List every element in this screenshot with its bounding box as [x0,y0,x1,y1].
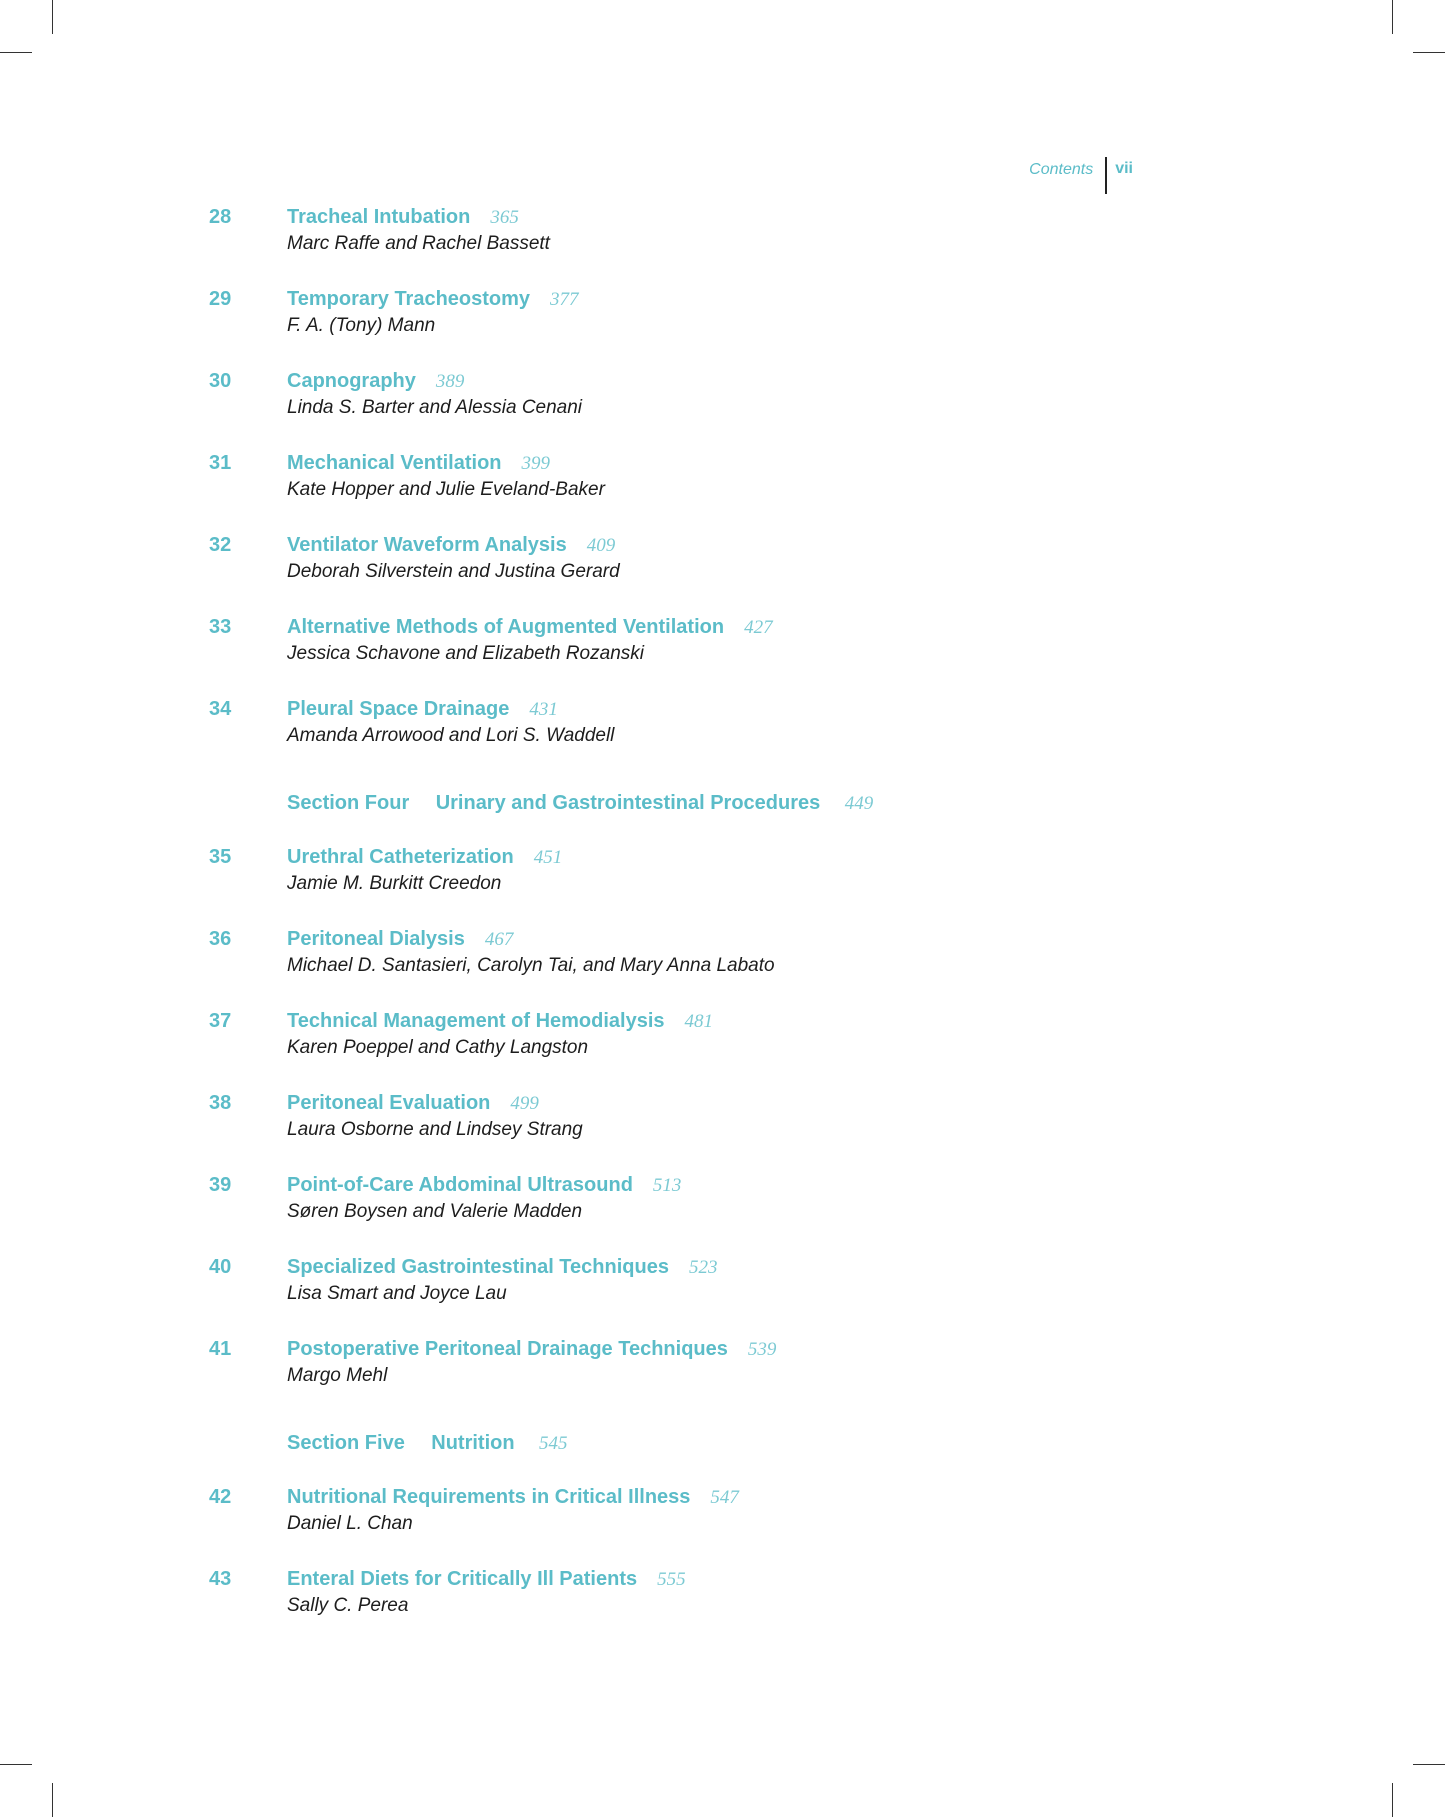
chapter-page: 427 [744,617,773,638]
page-number: vii [1115,160,1133,177]
toc-entry[interactable] [209,1092,1209,1174]
toc-entry[interactable] [209,1568,1209,1650]
chapter-authors: Amanda Arrowood and Lori S. Waddell [287,725,615,746]
toc-entry[interactable] [209,1174,1209,1256]
crop-mark [1392,0,1393,34]
toc-entry[interactable] [209,928,1209,1010]
chapter-page: 377 [550,289,579,310]
section-label: Section Four [287,792,410,814]
chapter-page: 467 [484,929,514,950]
chapter-page: 409 [586,535,616,556]
chapter-number: 30 [209,370,232,392]
chapter-page: 481 [684,1011,714,1032]
section-label: Section Five [287,1432,405,1454]
chapter-number: 36 [209,928,232,950]
crop-mark [52,0,53,34]
crop-mark [0,52,32,53]
crop-mark [1392,1783,1393,1817]
chapter-number: 33 [209,616,232,638]
chapter-page: 365 [490,207,519,228]
section-title: Nutrition [431,1432,515,1454]
crop-mark [52,1783,53,1817]
chapter-authors: F. A. (Tony) Mann [287,315,436,336]
chapter-authors: Jamie M. Burkitt Creedon [287,873,502,894]
chapter-title[interactable]: Technical Management of Hemodialysis [287,1010,665,1032]
toc-entry[interactable] [209,698,1209,780]
chapter-authors: Karen Poeppel and Cathy Langston [287,1037,589,1058]
chapter-title[interactable]: Peritoneal Dialysis [287,928,465,950]
chapter-title[interactable]: Enteral Diets for Critically Ill Patients [287,1568,638,1590]
section-page: 545 [539,1433,568,1454]
chapter-number: 35 [209,846,232,868]
toc-block [209,1486,1209,1650]
table-of-contents [209,206,1209,1650]
chapter-title[interactable]: Peritoneal Evaluation [287,1092,491,1114]
chapter-page: 547 [710,1487,739,1508]
chapter-title[interactable]: Tracheal Intubation [287,206,471,228]
toc-entry[interactable] [209,1338,1209,1420]
chapter-title[interactable]: Pleural Space Drainage [287,698,510,720]
chapter-authors: Michael D. Santasieri, Carolyn Tai, and Mary Anna Labato [287,955,775,976]
chapter-number: 37 [209,1010,232,1032]
crop-mark [1413,52,1445,53]
chapter-title[interactable]: Nutritional Requirements in Critical Illness [287,1486,691,1508]
chapter-number: 39 [209,1174,232,1196]
toc-entry[interactable] [209,1486,1209,1568]
chapter-page: 431 [529,699,558,720]
chapter-page: 523 [688,1257,718,1278]
chapter-page: 513 [652,1175,682,1196]
chapter-number: 34 [209,698,232,720]
chapter-number: 31 [209,452,232,474]
chapter-title[interactable]: Point-of-Care Abdominal Ultrasound [287,1174,633,1196]
chapter-number: 38 [209,1092,232,1114]
toc-entry[interactable] [209,1256,1209,1338]
section-heading[interactable] [209,792,1209,846]
chapter-authors: Linda S. Barter and Alessia Cenani [287,397,583,418]
chapter-number: 43 [209,1568,232,1590]
chapter-number: 32 [209,534,232,556]
crop-mark [0,1764,32,1765]
chapter-title[interactable]: Alternative Methods of Augmented Ventilation [287,616,725,638]
chapter-page: 555 [657,1569,686,1590]
chapter-page: 451 [533,847,563,868]
chapter-authors: Daniel L. Chan [287,1513,413,1534]
toc-entry[interactable] [209,534,1209,616]
toc-block [209,206,1209,780]
section-title: Urinary and Gastrointestinal Procedures [435,792,821,814]
running-head-rule [1105,157,1107,194]
chapter-title[interactable]: Temporary Tracheostomy [287,288,531,310]
section-heading[interactable] [209,1432,1209,1486]
chapter-authors: Laura Osborne and Lindsey Strang [287,1119,583,1140]
toc-entry[interactable] [209,370,1209,452]
chapter-page: 389 [435,371,465,392]
chapter-title[interactable]: Mechanical Ventilation [287,452,502,474]
chapter-number: 28 [209,206,232,228]
chapter-page: 499 [510,1093,539,1114]
toc-entry[interactable] [209,452,1209,534]
chapter-authors: Jessica Schavone and Elizabeth Rozanski [287,643,644,664]
crop-mark [1413,1764,1445,1765]
chapter-number: 42 [209,1486,232,1508]
running-head-label: Contents [1029,161,1094,178]
chapter-page: 399 [521,453,551,474]
running-head [1029,157,1133,194]
chapter-title[interactable]: Capnography [287,370,416,392]
chapter-title[interactable]: Postoperative Peritoneal Drainage Techniques [287,1338,728,1360]
section-page: 449 [844,793,874,814]
chapter-title[interactable]: Ventilator Waveform Analysis [287,534,567,556]
toc-entry[interactable] [209,288,1209,370]
toc-entry[interactable] [209,846,1209,928]
chapter-authors: Marc Raffe and Rachel Bassett [287,233,550,254]
chapter-title[interactable]: Specialized Gastrointestinal Techniques [287,1256,669,1278]
chapter-authors: Lisa Smart and Joyce Lau [287,1283,507,1304]
chapter-number: 40 [209,1256,232,1278]
toc-entry[interactable] [209,616,1209,698]
chapter-number: 29 [209,288,232,310]
toc-entry[interactable] [209,1010,1209,1092]
chapter-authors: Margo Mehl [287,1365,388,1386]
chapter-authors: Søren Boysen and Valerie Madden [287,1201,583,1222]
chapter-authors: Deborah Silverstein and Justina Gerard [287,561,620,582]
chapter-title[interactable]: Urethral Catheterization [287,846,514,868]
chapter-authors: Sally C. Perea [287,1595,409,1616]
chapter-authors: Kate Hopper and Julie Eveland-Baker [287,479,605,500]
toc-block [209,846,1209,1420]
toc-entry[interactable] [209,206,1209,288]
chapter-page: 539 [747,1339,777,1360]
chapter-number: 41 [209,1338,232,1360]
